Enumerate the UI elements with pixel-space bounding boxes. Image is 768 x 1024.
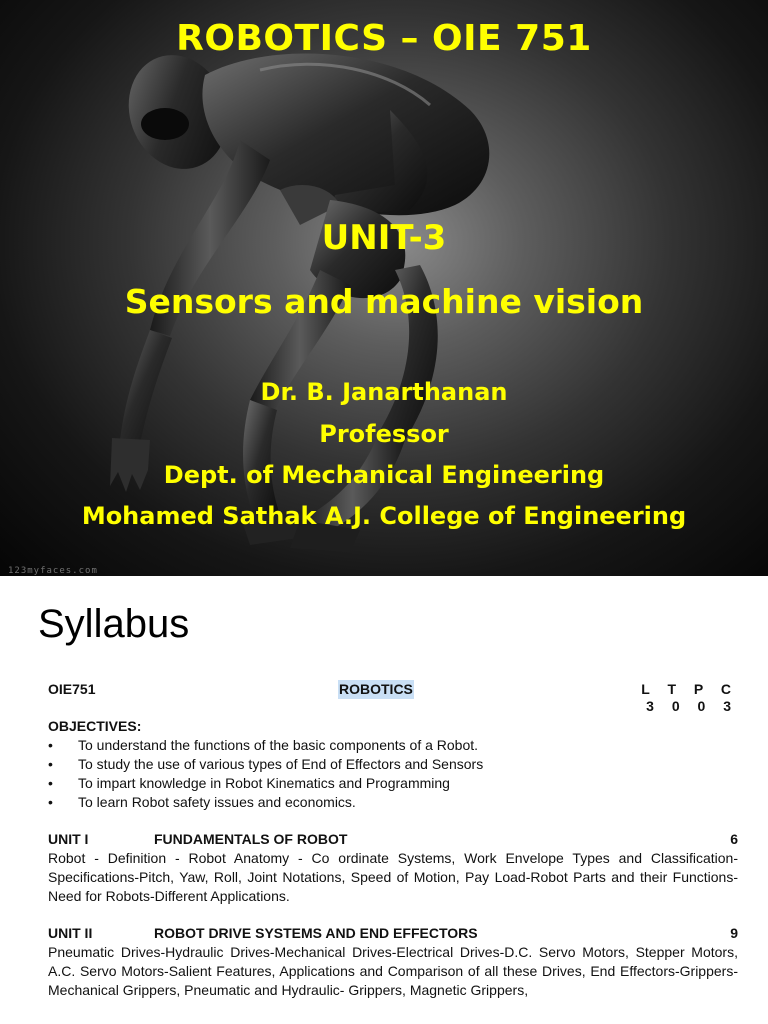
unit-2-description: Pneumatic Drives-Hydraulic Drives-Mechanical Drives-Electrical Drives-D.C. Servo Motors, Stepper Motors, A.C. Servo Motors-Salient Features, Applications and Comparison of all these Drives, End Effectors-Grippers-Mechanical Grippers, Pneumatic and Hydraulic- Grippers, Magnetic Grippers, bbox=[48, 944, 738, 998]
objective-text: To study the use of various types of End of Effectors and Sensors bbox=[78, 756, 484, 772]
ltpc-values: 3 0 0 3 bbox=[646, 698, 738, 714]
list-item bbox=[48, 774, 738, 793]
unit-number: UNIT II bbox=[48, 925, 93, 941]
unit-1-description: Robot - Definition - Robot Anatomy - Co ordinate Systems, Work Envelope Types and Classification- Specifications-Pitch, Yaw, Roll, Joint Notations, Speed of Motion, Pay Load-Robot Parts and their Functions-Need for Robots-Different Applications. bbox=[48, 850, 738, 904]
author-position: Professor bbox=[319, 420, 449, 448]
unit-1-header bbox=[48, 830, 738, 849]
syllabus-slide bbox=[0, 576, 768, 1024]
objectives-heading: OBJECTIVES: bbox=[48, 718, 142, 734]
author-department: Dept. of Mechanical Engineering bbox=[163, 461, 605, 489]
list-item bbox=[48, 736, 738, 755]
syllabus-document bbox=[48, 680, 738, 1000]
unit-subject: Sensors and machine vision bbox=[124, 282, 644, 321]
bullet-icon: • bbox=[48, 737, 53, 753]
syllabus-heading: Syllabus bbox=[38, 602, 190, 646]
objective-text: To learn Robot safety issues and economics. bbox=[78, 794, 356, 810]
objectives-list bbox=[48, 736, 738, 812]
author-name: Dr. B. Janarthanan bbox=[260, 378, 508, 406]
course-code: OIE751 bbox=[48, 681, 96, 697]
objective-text: To understand the functions of the basic components of a Robot. bbox=[78, 737, 479, 753]
unit-2-header bbox=[48, 924, 738, 943]
unit-name: ROBOT DRIVE SYSTEMS AND END EFFECTORS bbox=[154, 925, 478, 941]
bullet-icon: • bbox=[48, 756, 53, 772]
bullet-icon: • bbox=[48, 794, 53, 810]
unit-label: UNIT-3 bbox=[321, 218, 447, 258]
unit-hours: 6 bbox=[730, 831, 738, 847]
course-title-highlighted: ROBOTICS bbox=[339, 681, 413, 697]
image-watermark: 123myfaces.com bbox=[8, 566, 98, 576]
unit-name: FUNDAMENTALS OF ROBOT bbox=[154, 831, 348, 847]
course-header-row bbox=[48, 680, 738, 714]
list-item bbox=[48, 755, 738, 774]
objective-text: To impart knowledge in Robot Kinematics and Programming bbox=[78, 775, 450, 791]
ltpc-header: L T P C bbox=[641, 681, 738, 697]
author-college: Mohamed Sathak A.J. College of Engineering bbox=[81, 502, 687, 530]
list-item bbox=[48, 793, 738, 812]
unit-number: UNIT I bbox=[48, 831, 89, 847]
course-title: ROBOTICS – OIE 751 bbox=[176, 18, 592, 59]
bullet-icon: • bbox=[48, 775, 53, 791]
unit-hours: 9 bbox=[730, 925, 738, 941]
